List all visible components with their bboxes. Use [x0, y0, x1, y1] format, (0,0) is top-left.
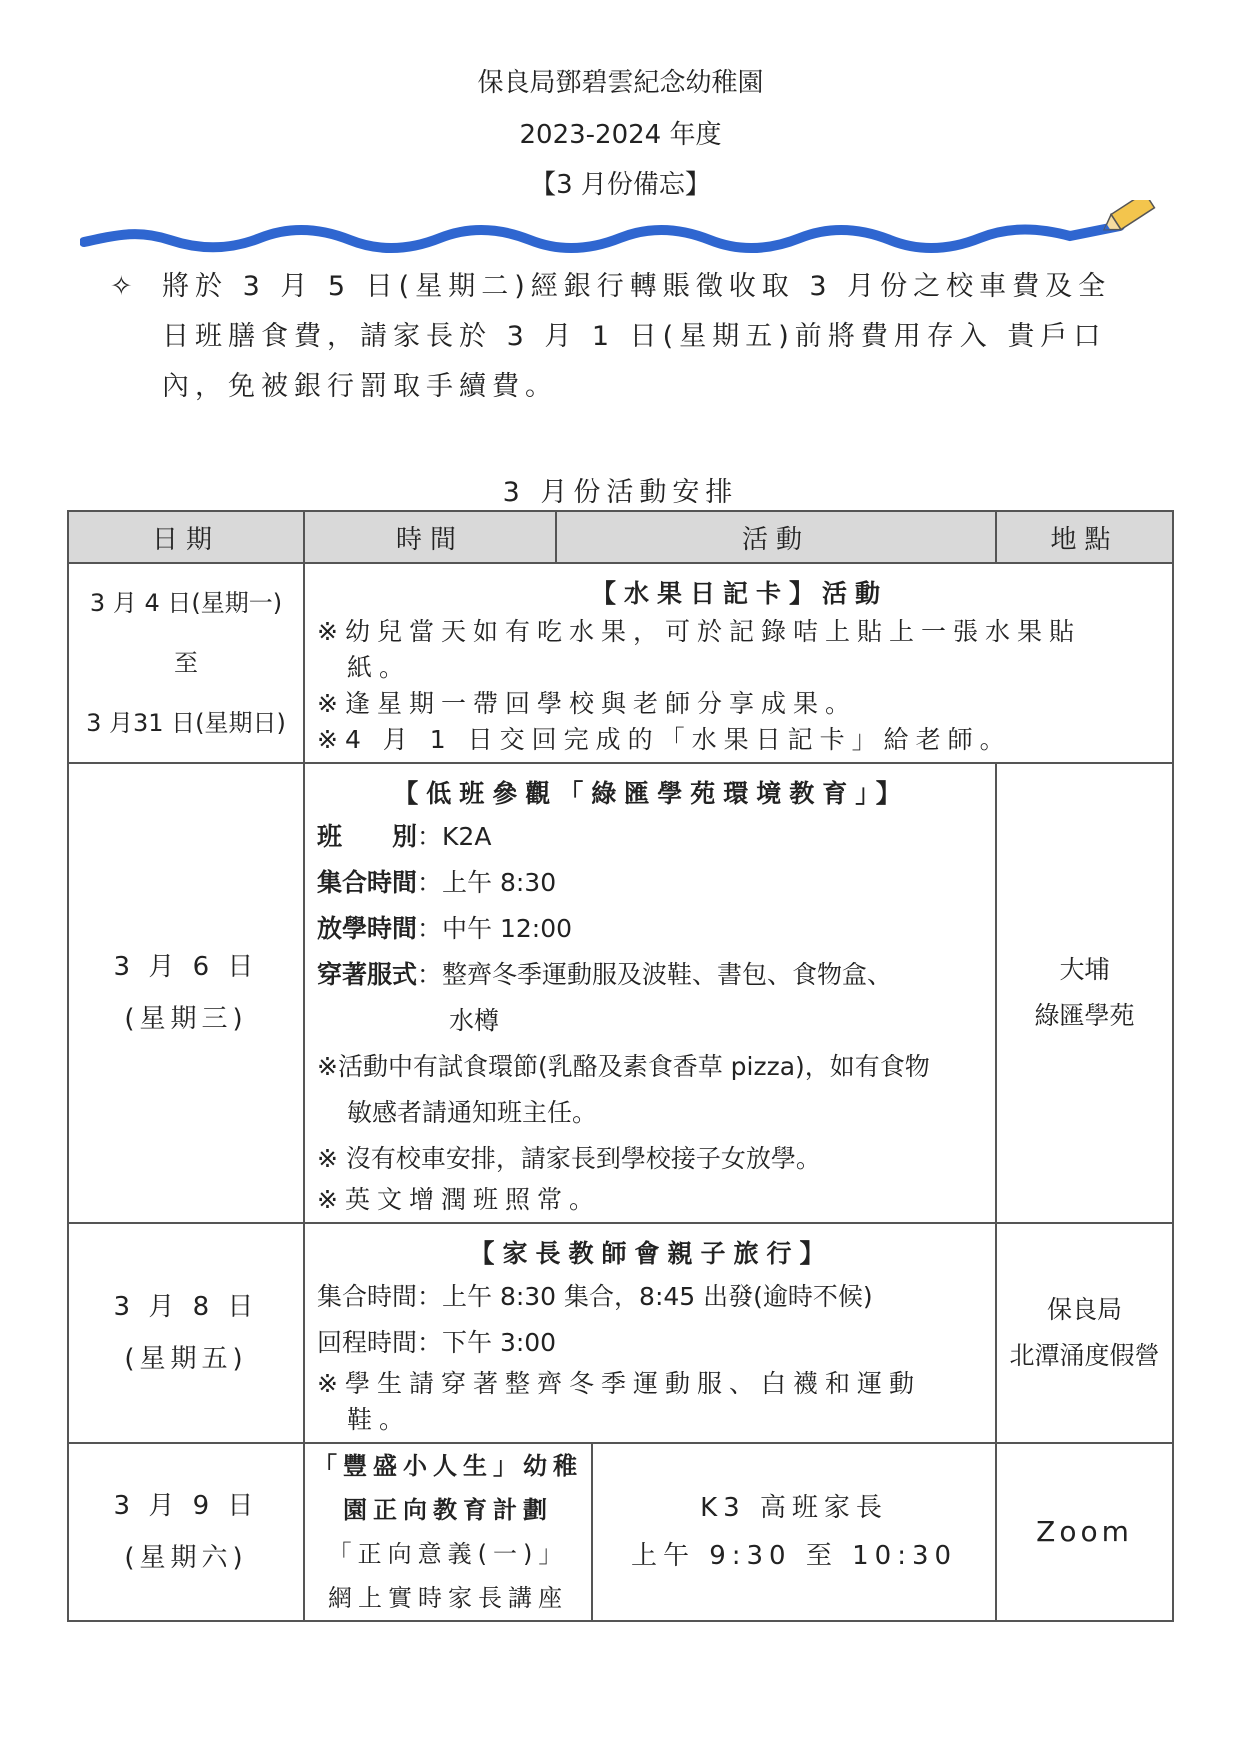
row-activity: 【家長教師會親子旅行】 集合時間：上午 8:30 集合，8:45 出發(逾時不候) 回程時間：下午 3:00 ※學生請穿著整齊冬季運動服、白襪和運動 鞋。 [304, 1223, 996, 1443]
school-year: 2023-2024 年度 [519, 120, 722, 150]
col-header-location: 地點 [996, 511, 1173, 563]
sparkle-icon: ✧ [110, 271, 139, 302]
notice-line: 內，免被銀行罰取手續費。 [162, 371, 558, 402]
activity-title: 【低班參觀「綠匯學苑環境教育」】 [393, 779, 909, 808]
table-row [68, 763, 1173, 1223]
notice-line: 日班膳食費，請家長於 3 月 1 日(星期五)前將費用存入 貴戶口 [162, 321, 1107, 352]
row-date: 3 月 8 日 (星期五) [68, 1223, 304, 1443]
col-header-time: 時間 [304, 511, 556, 563]
activity-title: 【家長教師會親子旅行】 [469, 1239, 833, 1268]
row-date: 3 月 4 日(星期一) 至 3 月31 日(星期日) [68, 563, 304, 763]
schedule-title: 3 月份活動安排 [0, 470, 1241, 509]
row-activity: 【低班參觀「綠匯學苑環境教育」】 班 別：K2A 集合時間：上午 8:30 放學時間：中午 12:00 穿著服式：整齊冬季運動服及波鞋、書包、食物盒、 水樽 ※活動中有試食環節(乳酪及素食香草 pizza)，如有食物 敏感者請通知班主任。 ※ 沒有校車安排，請家長到學校接子女放學。 ※英文增潤班照常。 [304, 763, 996, 1223]
row-location: 保良局 北潭涌度假營 [996, 1223, 1173, 1443]
col-header-activity: 活動 [556, 511, 996, 563]
notice-line: 將於 3 月 5 日(星期二)經銀行轉賬徵收取 3 月份之校車費及全 [162, 271, 1112, 302]
table-row [68, 1443, 1173, 1621]
school-name: 保良局鄧碧雲紀念幼稚園 [477, 68, 764, 98]
activity-title: 【水果日記卡】活動 [591, 579, 889, 608]
col-header-date: 日期 [68, 511, 304, 563]
row-time: 「豐盛小人生」幼稚 園正向教育計劃 「正向意義(一)」 網上實時家長講座 [304, 1443, 592, 1621]
row-date: 3 月 6 日 (星期三) [68, 763, 304, 1223]
row-activity: 【水果日記卡】活動 ※幼兒當天如有吃水果，可於記錄咭上貼上一張水果貼 紙。 ※逢星期一帶回學校與老師分享成果。 ※4 月 1 日交回完成的「水果日記卡」給老師。 [304, 563, 1173, 763]
schedule-table [67, 510, 1174, 1622]
row-activity: K3 高班家長 上午 9:30 至 10:30 [592, 1443, 996, 1621]
wavy-crayon-line-icon [80, 200, 1170, 270]
row-location: Zoom [996, 1443, 1173, 1621]
table-row [68, 1223, 1173, 1443]
row-location: 大埔 綠匯學苑 [996, 763, 1173, 1223]
table-header-row [68, 511, 1173, 563]
memo-title: 【3 月份備忘】 [530, 170, 711, 200]
row-date: 3 月 9 日 (星期六) [68, 1443, 304, 1621]
table-row [68, 563, 1173, 763]
